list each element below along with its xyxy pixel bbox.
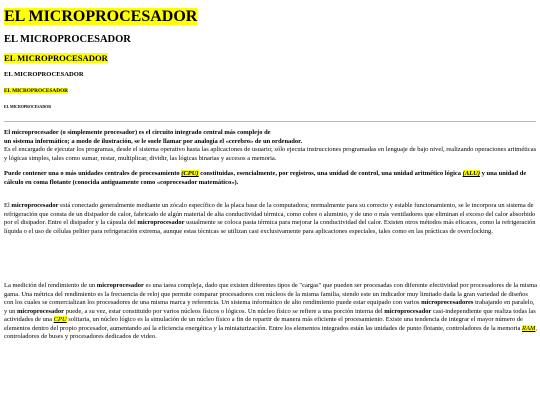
- cooling-text-2: está conectado generalmente mediante un zócalo específico de la placa base de la computadora; normalmente para su correcto y estable funcionamiento, se le incorpora un sistema de refrigeración que consta de un disipador de calor, fabricado de algún material de alta conductividad térmica, como cobre o aluminio, y de uno o más ventiladores que eliminan el exceso del calor absorbido por el disipador. Entre el disipador y la cápsula del: [4, 202, 536, 226]
- paragraph-cooling: [4, 202, 538, 236]
- cooling-text-3: usualmente se coloca pasta térmica para mejorar la conductividad del calor. Existen otros métodos más eficaces, como la refrigeración líquida o el uso de células peltier para refrigeración extrema, aunque estas técnicas se utilizan casi exclusivamente para aplicaciones especiales, tales como en las prácticas de overclocking.: [4, 219, 536, 235]
- paragraph-performance: [4, 282, 538, 342]
- cpu-abbreviation-2: CPU: [53, 316, 67, 323]
- performance-text-3: trabajando en paralelo, y un: [4, 299, 535, 315]
- heading-6: EL MICROPROCESADOR: [4, 105, 52, 109]
- performance-text-2: es una tarea compleja, dado que existen diferentes tipos de "cargas" que pueden ser procesadas con diferente efectividad por procesadores de la misma gama. Una métrica del rendimiento es la frecuencia de reloj que permite comparar procesadores con núcleos de la misma familia, siendo este un indicador muy limitado dada la gran variedad de diseños con los cuales se comercializan los procesadores de una misma marca y referencia. Un sistema informático de alto rendimiento puede estar equipado con varios: [4, 282, 538, 306]
- definition-text: Es el encargado de ejecutar los programas, desde el sistema operativo hasta las aplicaciones de usuario; sólo ejecuta instrucciones programadas en lenguaje de bajo nivel, realizando operaciones aritméticas y lógicas simples, tales como sumar, restar, multiplicar, dividir, las lógicas binarias y accesos a memoria.: [4, 146, 537, 162]
- performance-text-7: , controladores de buses y procesadores dedicados de video.: [4, 324, 537, 340]
- horizontal-divider: [4, 121, 536, 122]
- performance-bold-3: microprocesador: [17, 307, 65, 315]
- performance-bold-2: microprocesadores: [421, 299, 474, 306]
- components-text-3: y una unidad de cálculo en coma flotante (conocida antiguamente como «coprocesador matemático»).: [4, 170, 527, 186]
- heading-2: EL MICROPROCESADOR: [4, 34, 131, 45]
- definition-bold-line-1: El microprocesador (o simplemente procesador) es el circuito integrado central más complejo de: [4, 129, 271, 136]
- heading-1-text: EL MICROPROCESADOR: [4, 8, 198, 25]
- cooling-bold-2: microprocesador: [137, 219, 185, 226]
- cpu-abbreviation: (CPU): [181, 170, 199, 177]
- heading-1: [4, 9, 197, 25]
- components-text-1: Puede contener una o más unidades centrales de procesamiento: [4, 170, 180, 177]
- ram-abbreviation: RAM: [522, 324, 536, 332]
- definition-bold-line-2: un sistema informático; a modo de ilustración, se le suele llamar por analogía el «cerebro» de un ordenador.: [4, 137, 303, 145]
- heading-3: [4, 54, 108, 63]
- components-text-2: constituidas, esencialmente, por registros, una unidad de control, una unidad aritmético lógica: [198, 170, 463, 177]
- performance-bold-1: microprocesador: [96, 282, 144, 289]
- performance-text-4: puede, a su vez, estar constituido por varios núcleos físicos o lógicos. Un núcleo físico se refiere a una porción interna del: [64, 307, 385, 315]
- performance-text-1: La medición del rendimiento de un: [4, 282, 97, 289]
- heading-5-text: EL MICROPROCESADOR: [4, 88, 69, 94]
- heading-4: EL MICROPROCESADOR: [4, 71, 84, 78]
- alu-abbreviation: (ALU): [462, 170, 480, 177]
- paragraph-components: [4, 170, 538, 187]
- heading-3-text: EL MICROPROCESADOR: [4, 53, 108, 63]
- paragraph-definition: [4, 129, 538, 163]
- performance-bold-4: microprocesador: [384, 307, 432, 315]
- performance-text-6: solitaria, un núcleo lógico es la simulación de un núcleo físico a fin de repartir de manera más eficiente el procesamiento. Existe una tendencia de integrar el mayor número de elementos dentro del propio procesador, aumentando así la eficiencia energética y la miniaturización. Entre los elementos integrados están las unidades de punto flotante, controladores de la memoria: [4, 316, 523, 332]
- heading-5: [4, 89, 68, 94]
- cooling-text-1: El: [4, 202, 12, 209]
- cooling-bold-1: microprocesador: [11, 202, 59, 209]
- performance-text-5: casi-independiente que realiza todas las actividades de una: [4, 307, 536, 323]
